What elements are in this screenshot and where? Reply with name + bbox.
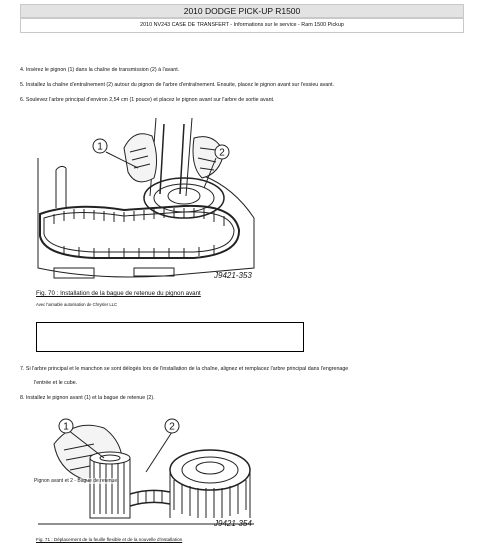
figure-70-callout-2: 2 (219, 147, 225, 159)
step-6 (20, 97, 460, 104)
step-7-continuation: l'entrée et le cube. (34, 380, 78, 386)
figure-71-code: J9421-354 (214, 519, 252, 528)
figure-70-illustration (34, 118, 260, 284)
step-text: Installez la chaîne d'entraînement (2) autour du pignon de l'arbre d'entraînement. Ensuite, placez le pignon avant sur l'essieu avant. (25, 82, 335, 88)
figure-71-callout-1: 1 (63, 421, 69, 433)
figure-70-code: J9421-353 (214, 271, 252, 280)
step-number: 5. (20, 82, 25, 88)
document-subtitle: 2010 NV243 CASE DE TRANSFERT - Informations sur le service - Ram 1500 Pickup (140, 22, 344, 28)
figure-71-illustration (34, 414, 260, 532)
step-8 (20, 395, 460, 402)
figure-70-credit: Avec l'aimable autorisation de Chrysler LLC (36, 302, 118, 307)
figure-70-caption: Fig. 70 : Installation de la bague de retenue du pignon avant (36, 290, 201, 297)
figure-71-caption: Fig. 71 : Déplacement de la feuille flexible et de la nouvelle d'installation (36, 537, 183, 542)
step-number: 7. (20, 366, 25, 372)
figure-71-overlay-label: Pignon avant et 2 - Bague de retenue (34, 478, 118, 484)
step-number: 8. (20, 395, 25, 401)
figure-71-callout-2: 2 (169, 421, 175, 433)
step-text: Insérez le pignon (1) dans la chaîne de transmission (2) à l'avant. (25, 67, 180, 73)
step-7 (20, 366, 460, 373)
step-text: Soulevez l'arbre principal d'environ 2,54 cm (1 pouce) et placez le pignon avant sur l'arbre de sortie avant. (25, 97, 275, 103)
step-text: Si l'arbre principal et le manchon se sont délogés lors de l'installation de la chaîne, alignez et remplacez l'arbre principal dans l'engrenage (25, 366, 349, 372)
empty-placeholder-box (36, 322, 304, 352)
step-number: 6. (20, 97, 25, 103)
document-subtitle-bar (20, 18, 464, 33)
figure-70-callout-1: 1 (97, 141, 103, 153)
document-title: 2010 DODGE PICK-UP R1500 (183, 6, 301, 16)
document-title-bar (20, 4, 464, 18)
step-4 (20, 67, 460, 74)
step-number: 4. (20, 67, 25, 73)
step-5 (20, 82, 460, 89)
step-text: Installez le pignon avant (1) et la bague de retenue (2). (25, 395, 155, 401)
